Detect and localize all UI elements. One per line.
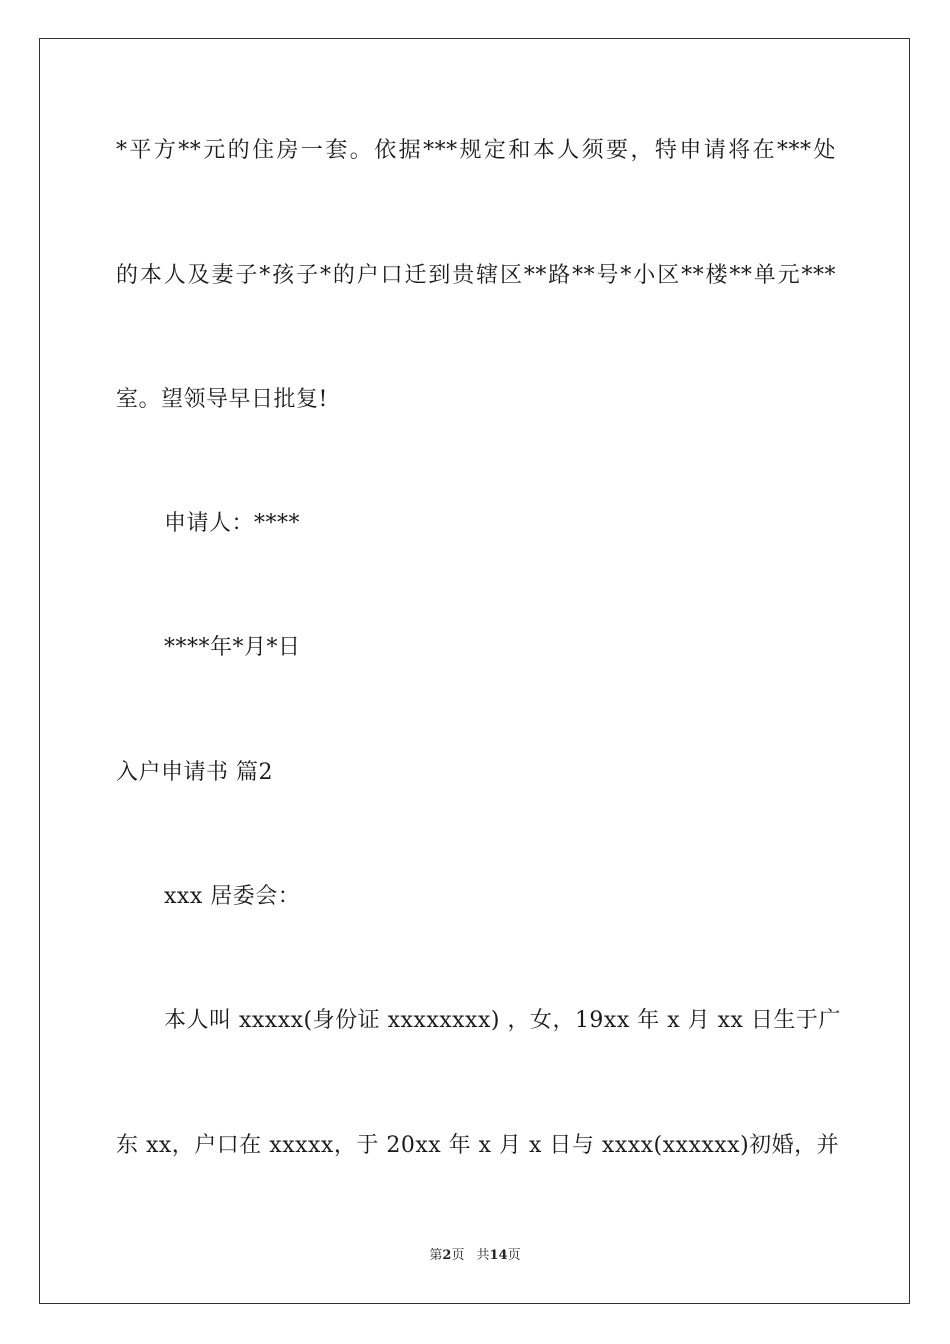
total-prefix: 共 <box>476 1248 490 1263</box>
page-footer <box>0 1247 950 1265</box>
page-prefix: 第 <box>429 1248 443 1263</box>
body-text-line-3: 室。望领导早日批复! <box>116 387 328 412</box>
body-text-line-4: 本人叫 xxxxx(身份证 xxxxxxxx) ，女，19xx 年 x 月 xx 日生于广 <box>164 1008 841 1033</box>
body-text-line-2: 的本人及妻子*孩子*的户口迁到贵辖区**路**号*小区**楼**单元*** <box>116 263 836 288</box>
date-line: ****年*月*日 <box>164 635 301 660</box>
page-number: 2 <box>442 1248 452 1263</box>
page-suffix: 页 <box>451 1248 465 1263</box>
applicant-line: 申请人：**** <box>164 511 301 536</box>
section-heading: 入户申请书 篇2 <box>116 760 273 785</box>
total-pages: 14 <box>489 1248 508 1263</box>
salutation-line: xxx 居委会： <box>164 884 301 909</box>
page-border <box>39 38 910 1304</box>
total-suffix: 页 <box>507 1248 521 1263</box>
body-text-line-5: 东 xx，户口在 xxxxx，于 20xx 年 x 月 x 日与 xxxx(xxxxxx)初婚，并 <box>116 1133 840 1158</box>
body-text-line-1: *平方**元的住房一套。依据***规定和本人须要，特申请将在***处 <box>116 138 836 163</box>
